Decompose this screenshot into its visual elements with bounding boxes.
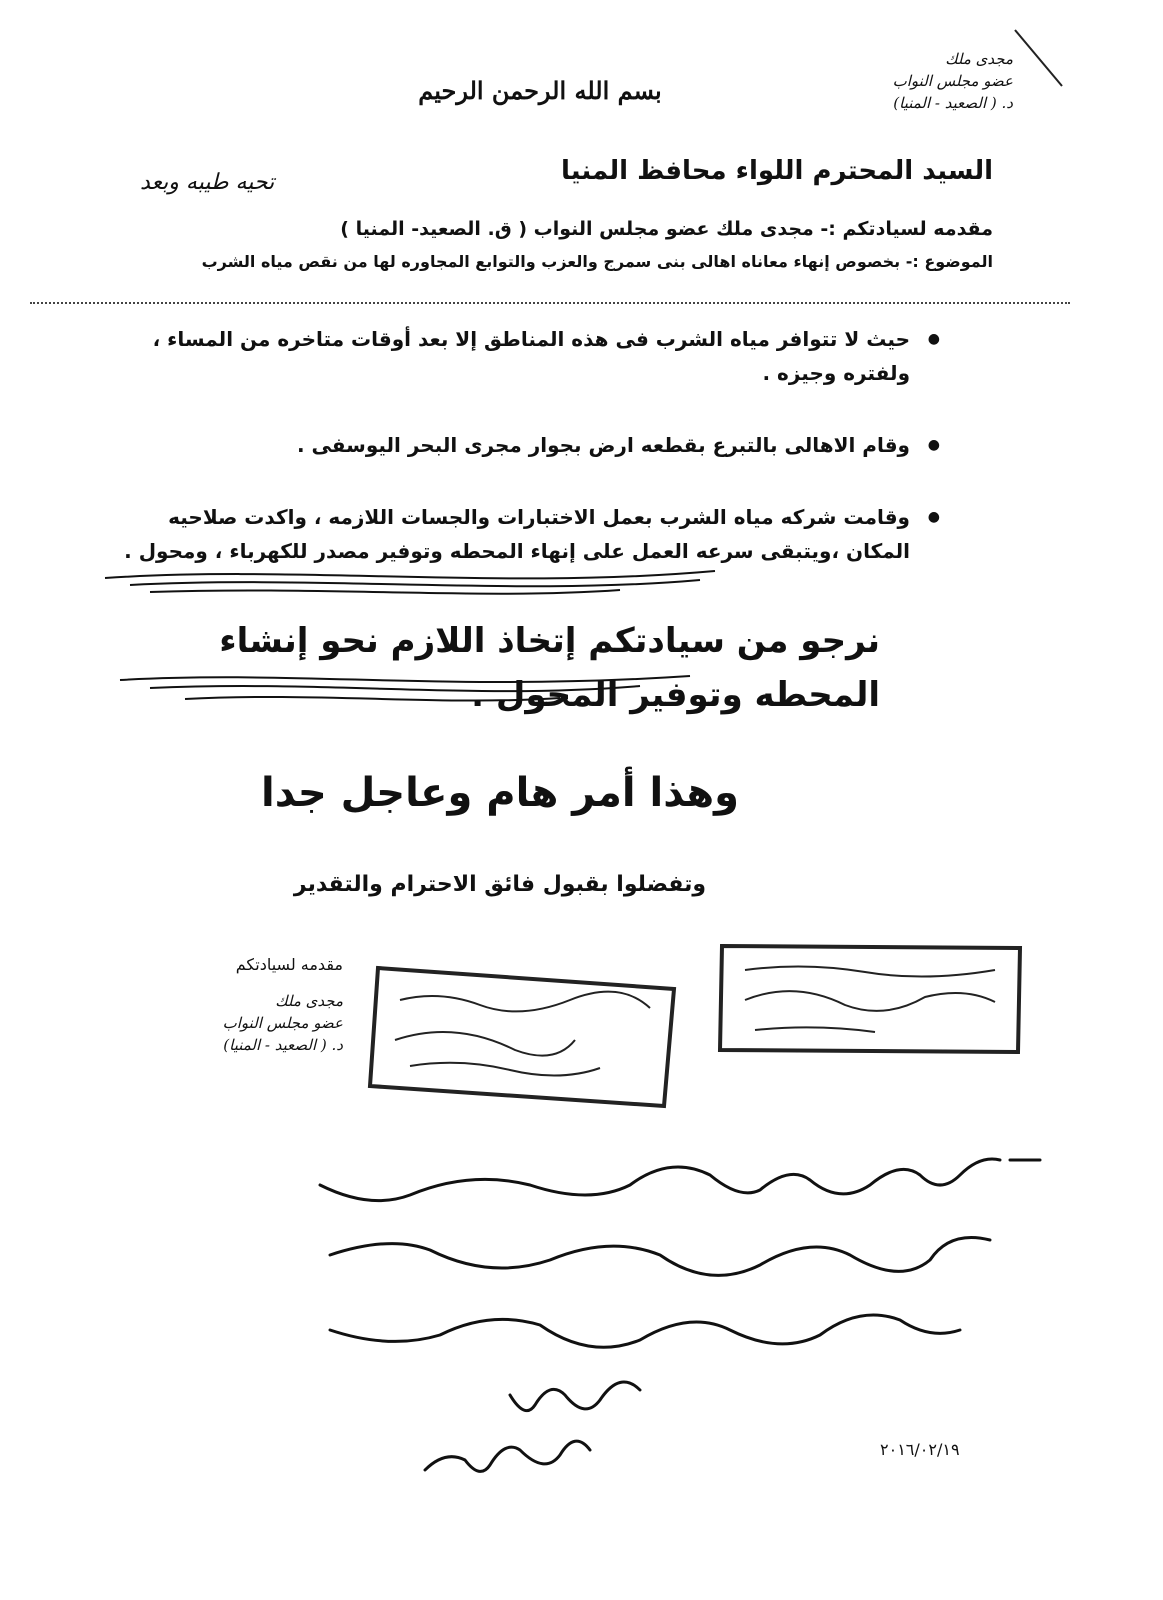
bullet-item: ● وقام الاهالى بالتبرع بقطعه ارض بجوار مجرى البحر اليوسفى . [100,428,940,462]
signature-title: عضو مجلس النواب [222,1014,343,1032]
office-stamp [370,968,674,1106]
presented-by: مقدمه لسيادتكم :- مجدى ملك عضو مجلس النواب ( ق. الصعيد- المنيا ) [340,218,993,240]
subject-line: الموضوع :- بخصوص إنهاء معاناه اهالى بنى سمرج والعزب والتوابع المجاوره لها من نقص مياه الشرب [201,252,993,271]
greeting: تحيه طيبه وبعد [140,170,275,195]
bullet-item: ● وقامت شركه مياه الشرب بعمل الاختبارات والجسات اللازمه ، واكدت صلاحيه المكان ،ويتبقى سرعه العمل على إنهاء المحطه وتوفير مصدر للكهرباء ، ومحول . [100,500,940,568]
closing-line: وتفضلوا بقبول فائق الاحترام والتقدير [293,872,707,897]
scribble-underline [120,676,690,701]
signature-district: د. ( الصعيد - المنيا) [223,1036,343,1054]
sender-title: عضو مجلس النواب [892,72,1013,90]
sender-name: مجدى ملك [945,50,1013,68]
scribble-underline [105,571,715,594]
urgent-line: وهذا أمر هام وعاجل جدا [261,770,739,816]
basmala: بسم الله الرحمن الرحيم [418,76,662,105]
sender-district: د. ( الصعيد - المنيا) [893,94,1013,112]
addressee: السيد المحترم اللواء محافظ المنيا [560,156,993,186]
bullet-item: ● حيث لا تتوافر مياه الشرب فى هذه المناطق إلا بعد أوقات متاخره من المساء ، ولفتره وجيزه . [100,322,940,390]
pen-stroke [1015,30,1062,86]
presented-to-label: مقدمه لسيادتكم [235,955,343,974]
handwritten-annotation [320,1159,1040,1471]
signature-name: مجدى ملك [275,992,343,1010]
request-paragraph: نرجو من سيادتكم إتخاذ اللازم نحو إنشاء المحطه وتوفير المحول . [219,621,880,715]
document-date: ٢٠١٦/٠٢/١٩ [880,1440,960,1459]
office-stamp [720,946,1020,1052]
